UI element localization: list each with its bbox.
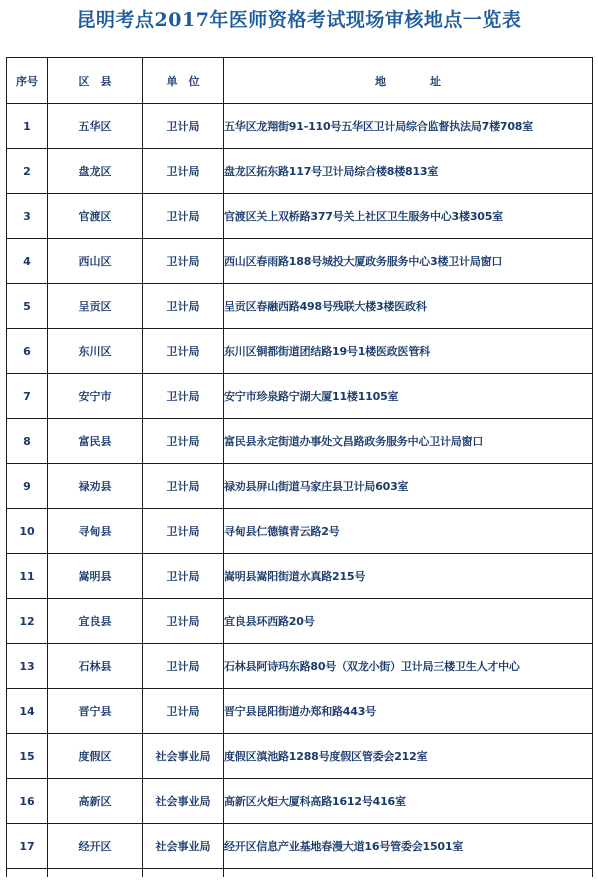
row-unit: 卫计局 [143, 329, 224, 374]
row-num: 9 [7, 464, 48, 509]
row-num: 10 [7, 509, 48, 554]
row-address: 高新区火炬大厦科高路1612号416室 [224, 779, 593, 824]
row-num: 12 [7, 599, 48, 644]
empty-cell [48, 869, 143, 878]
row-district: 高新区 [48, 779, 143, 824]
row-unit: 卫计局 [143, 464, 224, 509]
row-address: 富民县永定街道办事处文昌路政务服务中心卫计局窗口 [224, 419, 593, 464]
header-num: 序号 [7, 58, 48, 104]
row-district: 富民县 [48, 419, 143, 464]
review-locations-table [6, 57, 593, 877]
row-unit: 卫计局 [143, 509, 224, 554]
row-address: 盘龙区拓东路117号卫计局综合楼8楼813室 [224, 149, 593, 194]
row-unit: 卫计局 [143, 419, 224, 464]
table-row [7, 419, 593, 464]
row-district: 禄劝县 [48, 464, 143, 509]
row-address: 嵩明县嵩阳街道水真路215号 [224, 554, 593, 599]
row-num: 6 [7, 329, 48, 374]
table-body [7, 104, 593, 878]
row-num: 4 [7, 239, 48, 284]
row-district: 寻甸县 [48, 509, 143, 554]
row-address: 禄劝县屏山街道马家庄县卫计局603室 [224, 464, 593, 509]
header-unit: 单 位 [143, 58, 224, 104]
empty-cell [7, 869, 48, 878]
page-title: 昆明考点2017年医师资格考试现场审核地点一览表 [76, 9, 522, 31]
row-unit: 卫计局 [143, 554, 224, 599]
row-unit: 卫计局 [143, 284, 224, 329]
row-unit: 社会事业局 [143, 734, 224, 779]
table-row [7, 329, 593, 374]
header-district: 区 县 [48, 58, 143, 104]
row-num: 14 [7, 689, 48, 734]
row-address: 安宁市珍泉路宁湖大厦11楼1105室 [224, 374, 593, 419]
row-address: 官渡区关上双桥路377号关上社区卫生服务中心3楼305室 [224, 194, 593, 239]
row-num: 17 [7, 824, 48, 869]
table-row [7, 689, 593, 734]
row-unit: 卫计局 [143, 644, 224, 689]
row-district: 安宁市 [48, 374, 143, 419]
row-num: 5 [7, 284, 48, 329]
table-row [7, 779, 593, 824]
row-unit: 卫计局 [143, 689, 224, 734]
row-district: 度假区 [48, 734, 143, 779]
row-address: 晋宁县昆阳街道办郑和路443号 [224, 689, 593, 734]
table-row [7, 194, 593, 239]
row-unit: 卫计局 [143, 194, 224, 239]
row-district: 宜良县 [48, 599, 143, 644]
empty-cell [224, 869, 593, 878]
row-num: 13 [7, 644, 48, 689]
table-row [7, 554, 593, 599]
table-row-cut-off [7, 869, 593, 878]
row-num: 2 [7, 149, 48, 194]
row-district: 东川区 [48, 329, 143, 374]
row-unit: 卫计局 [143, 239, 224, 284]
row-num: 16 [7, 779, 48, 824]
table-row [7, 734, 593, 779]
empty-cell [143, 869, 224, 878]
row-address: 经开区信息产业基地春漫大道16号管委会1501室 [224, 824, 593, 869]
table-row [7, 284, 593, 329]
row-district: 嵩明县 [48, 554, 143, 599]
table-row [7, 239, 593, 284]
row-num: 8 [7, 419, 48, 464]
row-address: 五华区龙翔街91-110号五华区卫计局综合监督执法局7楼708室 [224, 104, 593, 149]
table-row [7, 824, 593, 869]
row-unit: 卫计局 [143, 374, 224, 419]
row-district: 官渡区 [48, 194, 143, 239]
row-unit: 卫计局 [143, 104, 224, 149]
row-address: 西山区春雨路188号城投大厦政务服务中心3楼卫计局窗口 [224, 239, 593, 284]
row-address: 度假区滇池路1288号度假区管委会212室 [224, 734, 593, 779]
row-unit: 卫计局 [143, 149, 224, 194]
row-district: 呈贡区 [48, 284, 143, 329]
row-district: 五华区 [48, 104, 143, 149]
row-district: 晋宁县 [48, 689, 143, 734]
row-district: 盘龙区 [48, 149, 143, 194]
table-row [7, 599, 593, 644]
table-row [7, 149, 593, 194]
row-address: 石林县阿诗玛东路80号（双龙小街）卫计局三楼卫生人才中心 [224, 644, 593, 689]
row-address: 东川区铜都街道团结路19号1楼医政医管科 [224, 329, 593, 374]
table-row [7, 509, 593, 554]
row-num: 7 [7, 374, 48, 419]
row-unit: 社会事业局 [143, 779, 224, 824]
table-row [7, 464, 593, 509]
row-address: 寻甸县仁德镇青云路2号 [224, 509, 593, 554]
row-num: 11 [7, 554, 48, 599]
row-address: 呈贡区春融西路498号残联大楼3楼医政科 [224, 284, 593, 329]
table-row [7, 644, 593, 689]
row-num: 3 [7, 194, 48, 239]
row-district: 西山区 [48, 239, 143, 284]
table-row [7, 374, 593, 419]
row-address: 宜良县环西路20号 [224, 599, 593, 644]
row-num: 1 [7, 104, 48, 149]
header-address: 地 址 [224, 58, 593, 104]
row-unit: 卫计局 [143, 599, 224, 644]
row-district: 石林县 [48, 644, 143, 689]
row-num: 15 [7, 734, 48, 779]
table-row [7, 104, 593, 149]
table-header-row [7, 58, 593, 104]
row-district: 经开区 [48, 824, 143, 869]
row-unit: 社会事业局 [143, 824, 224, 869]
